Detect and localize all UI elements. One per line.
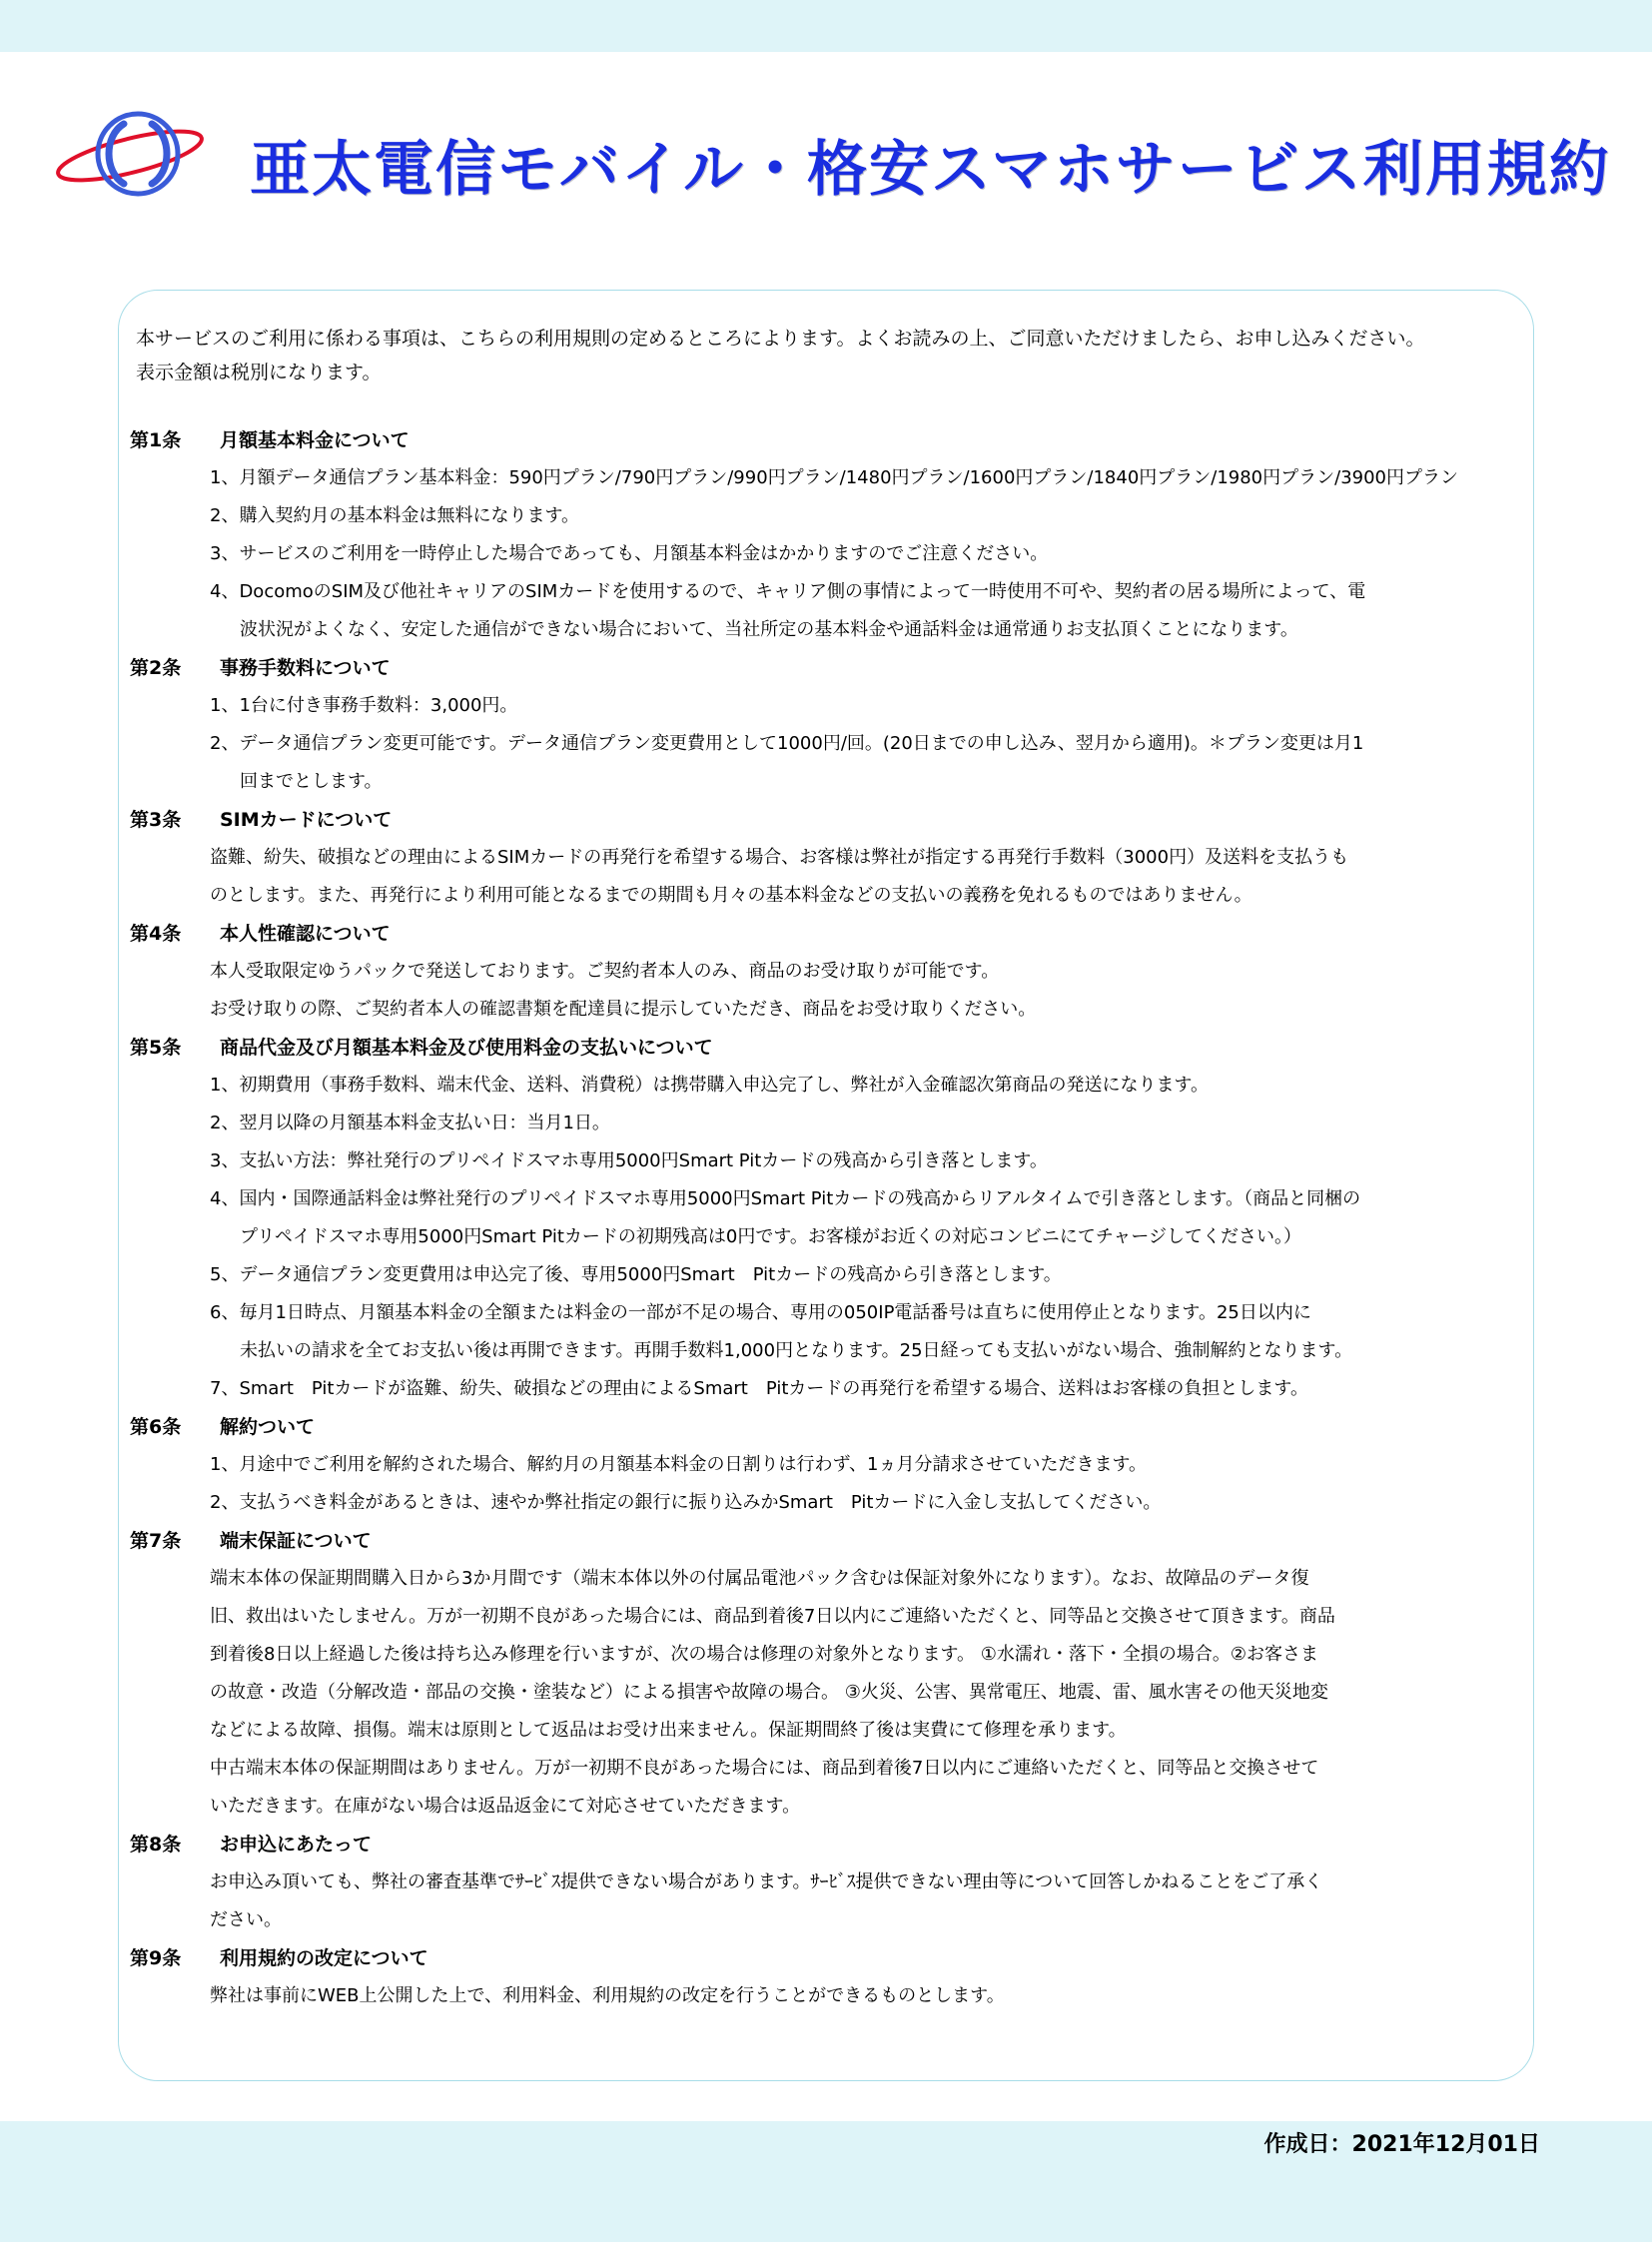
- article-title: 利用規約の改定について: [220, 1947, 428, 1969]
- article-heading: [130, 1029, 1518, 1067]
- article-line: 3、支払い方法：弊社発行のプリペイドスマホ専用5000円Smart Pitカードの残高から引き落とします。: [210, 1150, 1048, 1171]
- article-number: 第5条: [130, 1037, 182, 1059]
- created-date: 作成日：2021年12月01日: [1263, 2132, 1540, 2157]
- article-line: 端末本体の保証期間購入日から3か月間です（端末本体以外の付属品電池パック含むは保証対象外になります）。なお、故障品のデータ復: [210, 1568, 1309, 1589]
- article-number: 第6条: [130, 1416, 182, 1438]
- article-line: お申込み頂いても、弊社の審査基準でｻｰﾋﾞｽ提供できない場合があります。ｻｰﾋﾞｽ提供できない理由等について回答しかねることをご了承く: [210, 1871, 1323, 1892]
- intro-line: 表示金額は税別になります。: [136, 362, 382, 383]
- article-line: 1、1台に付き事務手数料：3,000円。: [210, 695, 518, 716]
- article-line: 4、DocomoのSIM及び他社キャリアのSIMカードを使用するので、キャリア側の事情によって一時使用不可や、契約者の居る場所によって、電: [210, 581, 1366, 602]
- article-number: 第1条: [130, 429, 182, 451]
- article-number: 第3条: [130, 809, 182, 831]
- article-line: 1、月額データ通信プラン基本料金：590円プラン/790円プラン/990円プラン/1480円プラン/1600円プラン/1840円プラン/1980円プラン/3900円プラン: [210, 467, 1459, 488]
- article-line: 旧、救出はいたしません。万が一初期不良があった場合には、商品到着後7日以内にご連絡いただくと、同等品と交換させて頂きます。商品: [210, 1606, 1335, 1627]
- article-line: 弊社は事前にWEB上公開した上で、利用料金、利用規約の改定を行うことができるものとします。: [210, 1985, 1005, 2006]
- article-number: 第2条: [130, 657, 182, 679]
- article-heading: [130, 421, 1518, 459]
- article-number: 第4条: [130, 923, 182, 945]
- article-heading: [130, 1408, 1518, 1446]
- article-line: 盗難、紛失、破損などの理由によるSIMカードの再発行を希望する場合、お客様は弊社が指定する再発行手数料（3000円）及送料を支払うも: [210, 847, 1349, 868]
- article-line: 1、月途中でご利用を解約された場合、解約月の月額基本料金の日割りは行わず、1ヵ月分請求させていただきます。: [210, 1454, 1148, 1475]
- article-line: 波状況がよくなく、安定した通信ができない場合において、当社所定の基本料金や通話料金は通常通りお支払頂くことになります。: [240, 619, 1298, 640]
- article-title: お申込にあたって: [220, 1834, 373, 1856]
- article-title: 事務手数料について: [220, 657, 391, 679]
- article-line: ださい。: [210, 1909, 282, 1930]
- article-heading: [130, 915, 1518, 953]
- article-title: 端末保証について: [220, 1530, 372, 1552]
- article-line: いただきます。在庫がない場合は返品返金にて対応させていただきます。: [210, 1796, 801, 1817]
- intro-line: 本サービスのご利用に係わる事項は、こちらの利用規則の定めるところによります。よくお読みの上、ご同意いただけましたら、お申し込みください。: [136, 328, 1425, 350]
- article-line: 回までとします。: [240, 771, 383, 792]
- article-heading: [130, 1826, 1518, 1864]
- article-line: などによる故障、損傷。端末は原則として返品はお受け出来ません。保証期間終了後は実費にて修理を承ります。: [210, 1720, 1127, 1741]
- article-line: 2、購入契約月の基本料金は無料になります。: [210, 505, 580, 526]
- article-line: 未払いの請求を全てお支払い後は再開できます。再開手数料1,000円となります。25日経っても支払いがない場合、強制解約となります。: [240, 1340, 1353, 1361]
- article-line: 7、Smart Pitカードが盗難、紛失、破損などの理由によるSmart Pitカードの再発行を希望する場合、送料はお客様の負担とします。: [210, 1378, 1308, 1399]
- article-line: 到着後8日以上経過した後は持ち込み修理を行いますが、次の場合は修理の対象外となります。 ①水濡れ・落下・全損の場合。②お客さま: [210, 1644, 1319, 1665]
- articles-list: [130, 421, 1518, 2015]
- intro-text: [136, 322, 1514, 389]
- company-logo-icon: [52, 98, 204, 206]
- article-line: の故意・改造（分解改造・部品の交換・塗装など）による損害や故障の場合。 ③火災、公害、異常電圧、地震、雷、風水害その他天災地変: [210, 1682, 1328, 1703]
- article-heading: [130, 801, 1518, 839]
- article-heading: [130, 1939, 1518, 1977]
- article-title: 月額基本料金について: [220, 429, 410, 451]
- article-title: SIMカードについて: [220, 809, 393, 831]
- page-title: 亜太電信モバイル・格安スマホサービス利用規約: [250, 135, 1611, 205]
- article-title: 解約ついて: [220, 1416, 316, 1438]
- article-line: 4、国内・国際通話料金は弊社発行のプリペイドスマホ専用5000円Smart Pitカードの残高からリアルタイムで引き落とします。（商品と同梱の: [210, 1188, 1361, 1209]
- article-number: 第7条: [130, 1530, 182, 1552]
- article-line: 1、初期費用（事務手数料、端末代金、送料、消費税）は携帯購入申込完了し、弊社が入金確認次第商品の発送になります。: [210, 1075, 1210, 1096]
- article-line: 2、翌月以降の月額基本料金支払い日：当月1日。: [210, 1113, 610, 1133]
- article-line: 6、毎月1日時点、月額基本料金の全額または料金の一部が不足の場合、専用の050IP電話番号は直ちに使用停止となります。25日以内に: [210, 1302, 1311, 1323]
- article-line: プリペイドスマホ専用5000円Smart Pitカードの初期残高は0円です。お客様がお近くの対応コンビニにてチャージしてください。）: [240, 1226, 1301, 1247]
- article-line: 5、データ通信プラン変更費用は申込完了後、専用5000円Smart Pitカードの残高から引き落とします。: [210, 1264, 1062, 1285]
- article-line: のとします。また、再発行により利用可能となるまでの期間も月々の基本料金などの支払いの義務を免れるものではありません。: [210, 885, 1252, 906]
- article-line: お受け取りの際、ご契約者本人の確認書類を配達員に提示していただき、商品をお受け取りください。: [210, 999, 1037, 1020]
- article-line: 2、支払うべき料金があるときは、速やか弊社指定の銀行に振り込みかSmart Pitカードに入金し支払してください。: [210, 1492, 1162, 1513]
- article-title: 本人性確認について: [220, 923, 391, 945]
- top-band: [0, 0, 1652, 52]
- article-heading: [130, 649, 1518, 687]
- article-line: 中古端末本体の保証期間はありません。万が一初期不良があった場合には、商品到着後7日以内にご連絡いただくと、同等品と交換させて: [210, 1758, 1319, 1779]
- article-line: 本人受取限定ゆうパックで発送しております。ご契約者本人のみ、商品のお受け取りが可能です。: [210, 961, 1000, 982]
- article-line: 3、サービスのご利用を一時停止した場合であっても、月額基本料金はかかりますのでご注意ください。: [210, 543, 1049, 564]
- article-heading: [130, 1522, 1518, 1560]
- article-number: 第8条: [130, 1834, 182, 1856]
- article-line: 2、データ通信プラン変更可能です。データ通信プラン変更費用として1000円/回。(20日までの申し込み、翌月から適用)。＊プラン変更は月1: [210, 733, 1364, 754]
- article-title: 商品代金及び月額基本料金及び使用料金の支払いについて: [220, 1037, 713, 1059]
- article-number: 第9条: [130, 1947, 182, 1969]
